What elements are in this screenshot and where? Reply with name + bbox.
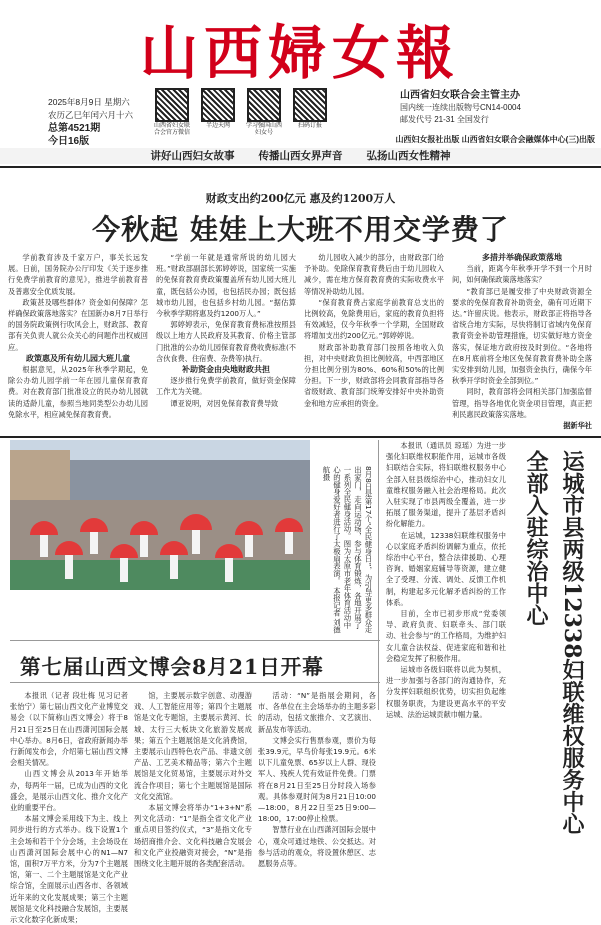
qr-code-icon bbox=[293, 88, 327, 122]
expo-column-1 bbox=[10, 690, 128, 925]
paragraph: 政策甚及哪些群体？资金如何保障？怎样确保政策落地落实？在国新办8月7日举行的国务院政策例行吹风会上，财政部、教育部有关负责人就公众关心的问题作出权威回应。 bbox=[8, 297, 148, 352]
side-story-body bbox=[386, 440, 506, 900]
divider bbox=[0, 436, 601, 438]
sponsor: 山西省妇女联合会主管主办 bbox=[400, 90, 520, 101]
paragraph: 谭亚说明，对因免保育教育费导致 bbox=[170, 398, 279, 408]
cn-number: 国内统一连续出版物号CN14-0004 bbox=[400, 103, 521, 112]
lead-column-2 bbox=[156, 252, 296, 432]
slogan: 讲好山西妇女故事 bbox=[150, 150, 235, 162]
issue-date: 2025年8月9日 星期六 bbox=[48, 97, 130, 107]
slogan-bar bbox=[0, 148, 601, 164]
lead-kicker: 财政支出约200亿元 惠及约1200万人 bbox=[205, 192, 396, 205]
qr-code-icon bbox=[201, 88, 235, 122]
paragraph: 本报讯（通讯员 琼瑶）为进一步强化妇联维权职能作用，运城市各级妇联结合实际，将妇联维权服务中心全部入驻县级综治中心，推动妇女儿童维权服务融入社会治理格局。此次入驻实现了市县两级全覆盖，进一步拓展了服务渠道，提升了基层矛盾纠纷化解能力。 bbox=[386, 441, 506, 529]
issue-number: 总第4521期 bbox=[48, 123, 101, 134]
paragraph: 当前，距离今年秋季开学不到一个月时间，如何确保政策落地落实？ bbox=[452, 264, 592, 285]
lunar-date: 农历乙巳年闰六月十六 bbox=[48, 110, 134, 120]
qr-code-icon bbox=[155, 88, 189, 122]
qr-caption: 学习强国山西妇女号 bbox=[245, 123, 282, 136]
qr-code-row bbox=[152, 88, 372, 138]
paragraph: 根据意见，从2025年秋季学期起，免除公办幼儿园学前一年在园儿童保育教育费。对在教育部门批准设立的民办幼儿园就读的适龄儿童，参照当地同类型公办幼儿园免除水平，相应减免保育教育费。 bbox=[8, 365, 148, 419]
photo-image bbox=[10, 440, 310, 590]
side-story-headline: 运城市县两级12338妇联维权服务中心全部入驻综治中心 bbox=[523, 450, 585, 835]
paragraph: 目前，全市已初步形成“党委领导、政府负责、妇联牵头、部门联动、社会参与”的工作格局，为维护妇女儿童合法权益、促进家庭和谐和社会稳定发挥了积极作用。 bbox=[386, 609, 506, 663]
expo-column-2 bbox=[134, 690, 252, 904]
qr-code-icon bbox=[247, 88, 281, 122]
paragraph: 本届文博会采用线下为主、线上同步进行的方式举办。线下设置1个主会场和若干个分会场，主会场设在山西潇河国际会展中心的N1—N7馆，面积7万平方米，分为7个主题展馆，第一、二个主题展馆是文化产业综合馆，全面展示山西各市、各领域近年来的文化发展成果；第三个主题展馆是文化科技融合发展馆，主要展示文化数字化新成果； bbox=[10, 814, 128, 925]
postal-code: 邮发代号 21-31 全国发行 bbox=[400, 115, 489, 124]
divider bbox=[10, 682, 380, 683]
qr-caption: 山西省妇女联合会官方微信 bbox=[153, 123, 190, 136]
slogan: 弘扬山西女性精神 bbox=[366, 150, 451, 162]
paragraph: 文博会实行售票参观，票价为每张39.9元，早鸟价每张19.9元。6米以下儿童免票、65岁以上人群、现役军人、残疾人凭有效证件免费。门票将在8月21日至25日分时段入场参观。具体参观时间为8月21日10:00—18:00，8月22日至25日9:00—18:00，17:00停止检票。 bbox=[258, 735, 376, 824]
page-count: 今日16版 bbox=[48, 136, 90, 147]
section-heading: 补助资金由央地财政共担 bbox=[182, 365, 270, 375]
lead-column-1 bbox=[8, 252, 148, 432]
section-heading: 多措并举确保政策落地 bbox=[482, 253, 562, 262]
paragraph: 活动：“N”是指展会期间，各市、各单位在主会场举办的主题多彩的活动，包括文旅推介、文艺演出、新品发布等活动。 bbox=[258, 691, 376, 734]
publisher-info bbox=[400, 90, 590, 126]
paragraph: 逐步推行免费学前教育，做好资金保障工作尤为关键。 bbox=[156, 376, 296, 397]
paragraph: “教育部已是履安排了中央财政资源全要求的免保育教育补助资金，确有可近期下达。”许留庆说。他表示，财政部正将指导各省统合地方实际，尽快将制订省域内免保育教育资金补助管理措施，切实做好地方资金落实，保证地方政府按及时到位。“各地将在8月底前将全地区免保育教育费补助全落实安排到幼儿园，加强资金执行，确保今年秋季开学时资金全部到位。” bbox=[452, 286, 592, 386]
qr-code[interactable] bbox=[244, 88, 284, 138]
lead-column-3 bbox=[304, 252, 444, 432]
paragraph: 智慧行业在山西潇河国际会展中心，观众可通过地铁、公交抵达。对参与活动的观众，将设置休憩区、志愿服务点等。 bbox=[258, 825, 376, 869]
qr-caption: 扫码订报 bbox=[297, 123, 322, 129]
footer-publisher: 山西妇女报社出版 山西省妇女联合会融媒体中心(三)出版 bbox=[395, 135, 595, 144]
qr-code[interactable] bbox=[152, 88, 192, 138]
qr-caption: 半边天网 bbox=[205, 123, 230, 129]
photo-caption: 8月8日是第17个“全民健身日”，为引导更多群众走出家门，走向运动场，参与体育锻炼，各地开展了一系列全民健身活动。图为太原市老年体育活动中心的健身爱好者进行了太极扇表演。 本报记者 刘德航摄 bbox=[322, 466, 373, 634]
paragraph: 本届文博会将举办“1+3+N”系列文化活动：“1”是指全省文化产业重点项目签约仪式，“3”是指文化专场招商推介会、文化科技融合发展会和文化产业投融资对接会，“N”是指围绕文化主题开展的各类配套活动。 bbox=[134, 803, 252, 869]
expo-headline: 第七届山西文博会8月21日开幕 bbox=[20, 655, 324, 679]
tai-chi-fan-photo bbox=[10, 440, 310, 590]
paragraph: 运城市各级妇联将以此为契机，进一步加强与各部门的沟通协作，充分发挥妇联组织优势，切实担负起维权服务职责，为建设更高水平的平安运城、法治运城贡献巾帼力量。 bbox=[386, 665, 506, 719]
paragraph: 财政部补助教育部门按照各地收入负担，对中央财政负担比例较高，中西部地区分担比例分别为80%、60%和50%的比例分担。下一步，财政部将会同教育部指导各省级财政、教育部门统筹安排好中央补助资金和地方应承担的资金。 bbox=[304, 342, 444, 408]
paragraph: 馆，主要展示数字创意、动漫游戏、人工智能应用等；第四个主题展馆是文化专题馆，主要展示黄河、长城、太行三大板块文化旅游发展成果；第五个主题展馆是文化消费馆，主要展示山西特色农产品、非遗文创产品、工艺美术精品等；第六个主题展馆是文化贸易馆，主要展示对外交流合作项目；第七个主题展馆是国际文化交流馆。 bbox=[134, 691, 252, 801]
byline: 据新华社 bbox=[563, 421, 592, 431]
paragraph: 幼儿园收入减少的部分，由财政部门给予补助。免除保育教育费后由于幼儿园收入减少，需在地方保育教育费的实际收费水平等情况补助幼儿园。 bbox=[304, 253, 444, 296]
section-heading: 政策惠及所有幼儿园大班儿童 bbox=[26, 353, 130, 363]
paragraph: 郭婷婷表示，免保育教育费标准按照县级以上地方人民政府及其教育、价格主管部门批准的公办幼儿园保育教育费收费标准(不含伙食费、住宿费、杂费等)执行。 bbox=[156, 320, 296, 363]
divider bbox=[0, 166, 601, 168]
lead-column-4 bbox=[452, 252, 592, 432]
paragraph: 学前教育涉及千家万户，事关长远发展。日前，国务院办公厅印发《关于逐步推行免费学前教育的意见》，推进学前教育普及普惠安全优质发展。 bbox=[8, 253, 148, 296]
newspaper-logo: 山西婦女報 bbox=[139, 19, 460, 87]
qr-code[interactable] bbox=[290, 88, 330, 138]
paragraph: “保育教育费占家庭学前教育总支出的比例较高，免除费用后，家庭的教育负担将有效减轻，仅今年秋季一个学期，全国财政将增加支出约200亿元。”郭婷婷说。 bbox=[304, 297, 444, 341]
paragraph: 山西文博会从2013年开始举办，每两年一届，已成为山西的文化盛会，是展示山西文化、推介文化产业的重要平台。 bbox=[10, 769, 128, 813]
qr-code[interactable] bbox=[198, 88, 238, 138]
divider bbox=[10, 640, 380, 641]
paragraph: “学前一年就是通常所说的幼儿园大班。”财政部副部长郭婷婷说，国家统一实施的免保育教育费政策覆盖所有幼儿园大班儿童，既包括公办园，也包括民办园；既包括城市幼儿园，也包括乡村幼儿园。“据估算今秋季学期将惠及约1200万人。” bbox=[156, 253, 296, 319]
paragraph: 同时，教育部将会同相关部门加强监督管理，指导各地优化资金项目管理，真正把利民惠民政策落实落地。 bbox=[452, 387, 592, 419]
paragraph: 本报讯（记者 段壮梅 见习记者 张怡宁）第七届山西文化产业博览交易会（以下简称山西文博会）将于8月21日至25日在山西潇河国际会展中心举办。8月6日，省政府新闻办举行新闻发布会，介绍第七届山西文博会相关情况。 bbox=[10, 691, 128, 768]
paragraph: 在运城，12338妇联维权服务中心以家庭矛盾纠纷调解为重点，依托综治中心平台，整合法律援助、心理咨询、婚姻家庭辅导等资源，建立健全了受理、分流、调处、反馈工作机制，构建起多元化解矛盾纠纷的工作体系。 bbox=[386, 530, 506, 607]
slogan: 传播山西女界声音 bbox=[258, 150, 343, 162]
lead-headline: 今秋起 娃娃上大班不用交学费了 bbox=[92, 213, 509, 246]
expo-column-3 bbox=[258, 690, 376, 904]
